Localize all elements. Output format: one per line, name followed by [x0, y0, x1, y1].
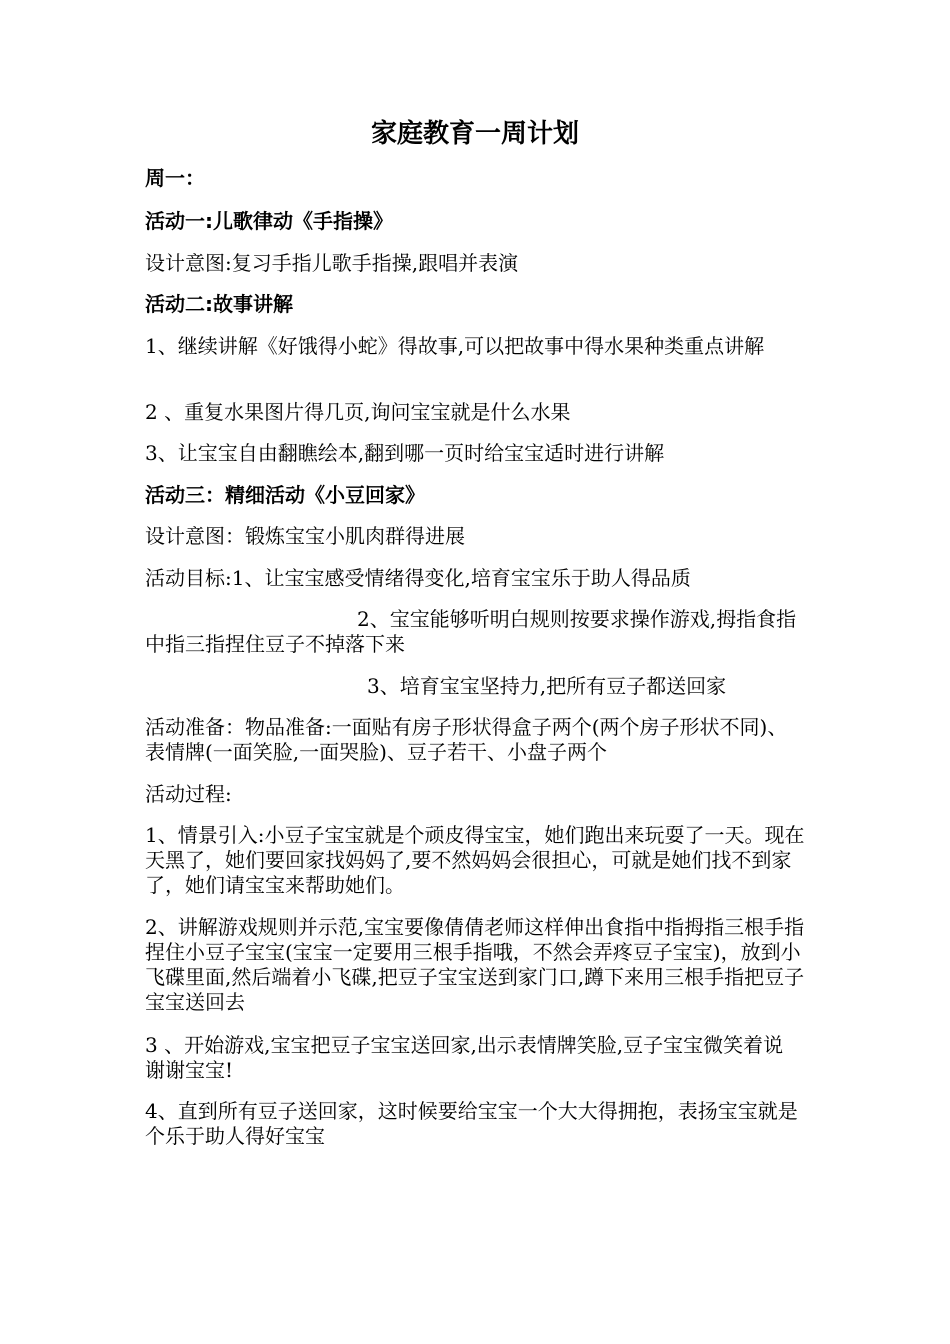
activity-2-heading: 活动二:故事讲解: [145, 292, 293, 316]
day-heading: 周一：: [145, 166, 205, 190]
document-title: 家庭教育一周计划: [370, 119, 579, 149]
activity-3-goal-3: 3、培育宝宝坚持力,把所有豆子都送回家: [367, 674, 727, 698]
activity-2-step-3: 3、让宝宝自由翻瞧绘本,翻到哪一页时给宝宝适时进行讲解: [145, 441, 665, 465]
activity-3-process-step-3: 3 、开始游戏,宝宝把豆子宝宝送回家,出示表情牌笑脸,豆子宝宝微笑着说 谢谢宝宝!: [145, 1033, 784, 1082]
activity-3-process-heading: 活动过程:: [145, 782, 232, 806]
activity-1-intent: 设计意图:复习手指儿歌手指操,跟唱并表演: [145, 251, 519, 275]
activity-3-process-step-4: 4、直到所有豆子送回家，这时候要给宝宝一个大大得拥抱，表扬宝宝就是个乐于助人得好宝宝: [145, 1099, 798, 1148]
activity-2-step-1: 1、继续讲解《好饿得小蛇》得故事,可以把故事中得水果种类重点讲解: [145, 334, 765, 358]
activity-3-goal-1: 活动目标:1、让宝宝感受情绪得变化,培育宝宝乐于助人得品质: [145, 566, 691, 590]
activity-3-process-step-2: 2、讲解游戏规则并示范,宝宝要像倩倩老师这样伸出食指中指拇指三根手指捏住小豆子宝宝(宝宝一定要用三根手指哦，不然会弄疼豆子宝宝)，放到小飞碟里面,然后端着小飞碟,把豆子宝宝送到家门口,蹲下来用三根手指把豆子宝宝送回去: [145, 915, 805, 1014]
activity-2-step-2: 2 、重复水果图片得几页,询问宝宝就是什么水果: [145, 400, 571, 424]
activity-3-goal-2: 2、宝宝能够听明白规则按要求操作游戏,拇指食指中指三指捏住豆子不掉落下来: [145, 607, 797, 656]
activity-3-intent: 设计意图：锻炼宝宝小肌肉群得进展: [145, 524, 465, 548]
activity-1-heading: 活动一:儿歌律动《手指操》: [145, 209, 393, 233]
activity-3-process-step-1: 1、情景引入:小豆子宝宝就是个顽皮得宝宝，她们跑出来玩耍了一天。现在天黑了，她们要回家找妈妈了,要不然妈妈会很担心，可就是她们找不到家了，她们请宝宝来帮助她们。: [145, 823, 805, 897]
activity-3-preparation: 活动准备：物品准备:一面贴有房子形状得盒子两个(两个房子形状不同)、表情牌(一面笑脸,一面哭脸)、豆子若干、小盘子两个: [145, 715, 788, 764]
activity-3-heading: 活动三：精细活动《小豆回家》: [145, 483, 425, 507]
